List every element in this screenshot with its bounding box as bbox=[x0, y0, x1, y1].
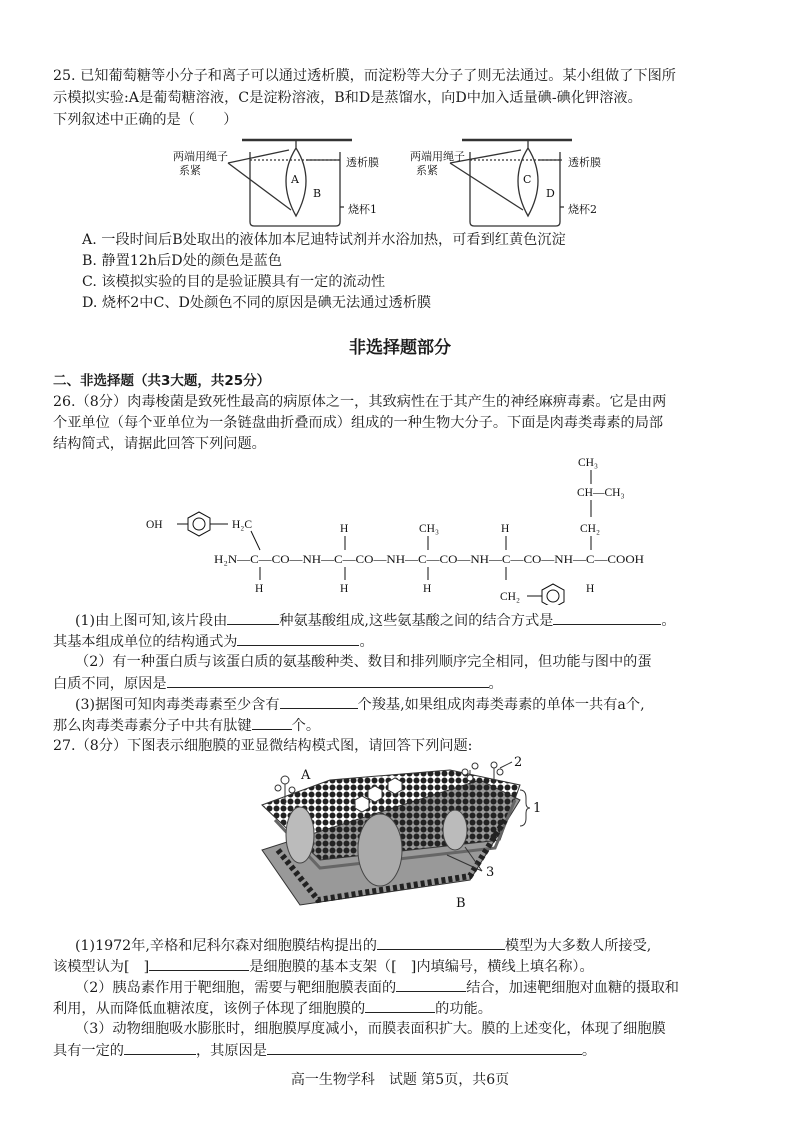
svg-text:CH₂: CH₂ bbox=[580, 523, 600, 535]
q27-part1-line1: (1)1972年,辛格和尼科尔森对细胞膜结构提出的 模型为大多数人所接受, bbox=[75, 935, 651, 956]
answer-blank[interactable] bbox=[396, 977, 466, 992]
q27-part3-line2: 具有一定的 ，其原因是 。 bbox=[53, 1040, 596, 1061]
svg-text:H₂C: H₂C bbox=[232, 519, 252, 531]
svg-text:透析膜: 透析膜 bbox=[568, 156, 601, 169]
svg-text:A: A bbox=[301, 768, 311, 783]
svg-text:H: H bbox=[340, 523, 349, 535]
q26-stem-line2: 个亚单位（每个亚单位为一条链盘曲折叠而成）组成的一种生物大分子。下面是肉毒类毒素的局部 bbox=[53, 415, 664, 431]
q27-part3-line1: （3）动物细胞吸水膨胀时，细胞膜厚度减小，而膜表面积扩大。膜的上述变化，体现了细胞膜 bbox=[75, 1021, 666, 1037]
q26-part3-line1: (3)据图可知肉毒类毒素至少含有 个羧基,如果组成肉毒类毒素的单体一共有a个, bbox=[75, 694, 645, 715]
q26-stem-line1: 26.（8分）肉毒梭菌是致死性最高的病原体之一，其致病性在于其产生的神经麻痹毒素。它是由两 bbox=[53, 394, 667, 410]
svg-text:CH₂: CH₂ bbox=[500, 591, 520, 603]
q26-part3-line2: 那么肉毒类毒素分子中共有肽键 个。 bbox=[53, 715, 320, 736]
q26-part2-line1: （2）有一种蛋白质与该蛋白质的氨基酸种类、数目和排列顺序完全相同，但功能与图中的蛋 bbox=[75, 654, 652, 670]
answer-blank[interactable] bbox=[280, 694, 358, 709]
q25-option-c: C. 该模拟实验的目的是验证膜具有一定的流动性 bbox=[82, 274, 386, 290]
svg-text:CH₃: CH₃ bbox=[578, 457, 598, 469]
q27-stem: 27.（8分）下图表示细胞膜的亚显微结构模式图，请回答下列问题: bbox=[53, 738, 473, 754]
answer-blank[interactable] bbox=[252, 715, 292, 730]
svg-text:3: 3 bbox=[486, 865, 495, 880]
answer-blank[interactable] bbox=[237, 631, 359, 646]
answer-blank[interactable] bbox=[149, 956, 249, 971]
svg-text:H: H bbox=[340, 583, 349, 595]
q27-part2-line1: （2）胰岛素作用于靶细胞，需要与靶细胞膜表面的 结合，加速靶细胞对血糖的摄取和 bbox=[75, 977, 679, 998]
svg-text:两端用绳子: 两端用绳子 bbox=[410, 150, 465, 163]
cell-membrane-figure bbox=[0, 755, 800, 915]
answer-blank[interactable] bbox=[124, 1040, 196, 1055]
svg-text:H: H bbox=[501, 523, 510, 535]
peptide-structural-formula bbox=[0, 450, 800, 605]
svg-text:H: H bbox=[423, 583, 432, 595]
svg-text:透析膜: 透析膜 bbox=[346, 156, 379, 169]
svg-text:OH: OH bbox=[146, 519, 163, 531]
q25-stem-line1: 25. 已知葡萄糖等小分子和离子可以通过透析膜，而淀粉等大分子了则无法通过。某小组做了下图所 bbox=[53, 68, 676, 84]
section-title: 非选择题部分 bbox=[349, 338, 451, 358]
page-footer: 高一生物学科 试题 第5页，共6页 bbox=[290, 1072, 510, 1088]
svg-text:H: H bbox=[586, 583, 595, 595]
q26-part2-line2: 白质不同，原因是 。 bbox=[53, 673, 503, 694]
q25-option-b: B. 静置12h后D处的颜色是蓝色 bbox=[82, 253, 282, 269]
answer-blank[interactable] bbox=[365, 998, 435, 1013]
svg-text:烧杯2: 烧杯2 bbox=[568, 203, 597, 216]
svg-text:D: D bbox=[546, 187, 555, 200]
q25-option-d: D. 烧杯2中C、D处颜色不同的原因是碘无法通过透析膜 bbox=[82, 295, 432, 311]
svg-text:B: B bbox=[456, 896, 466, 911]
answer-blank[interactable] bbox=[227, 610, 279, 625]
svg-text:2: 2 bbox=[514, 755, 523, 770]
svg-text:B: B bbox=[313, 187, 322, 200]
svg-text:CH₃: CH₃ bbox=[419, 523, 439, 535]
svg-text:烧杯1: 烧杯1 bbox=[348, 203, 377, 216]
q25-stem-line3: 下列叙述中正确的是（ ） bbox=[53, 112, 238, 128]
svg-text:CH—CH₃: CH—CH₃ bbox=[577, 487, 625, 499]
svg-text:两端用绳子: 两端用绳子 bbox=[173, 150, 228, 163]
svg-text:C: C bbox=[523, 173, 532, 186]
svg-text:1: 1 bbox=[533, 801, 542, 816]
svg-text:系紧: 系紧 bbox=[179, 164, 201, 177]
svg-text:H: H bbox=[255, 583, 264, 595]
q27-part1-line2: 该模型认为[ ] 是细胞膜的基本支架（[ ]内填编号，横线上填名称）。 bbox=[53, 956, 594, 977]
q26-part1-line2: 其基本组成单位的结构通式为 。 bbox=[53, 631, 374, 652]
answer-blank[interactable] bbox=[167, 673, 489, 688]
q27-part2-line2: 利用，从而降低血糖浓度，该例子体现了细胞膜的 的功能。 bbox=[53, 998, 492, 1019]
svg-text:A: A bbox=[291, 173, 299, 186]
answer-blank[interactable] bbox=[553, 610, 661, 625]
q26-stem-line3: 结构简式，请据此回答下列问题。 bbox=[53, 436, 266, 452]
q25-beaker-figure bbox=[0, 130, 800, 230]
answer-blank[interactable] bbox=[377, 935, 505, 950]
svg-text:系紧: 系紧 bbox=[416, 164, 438, 177]
section-heading: 二、非选择题（共3大题，共25分） bbox=[53, 373, 271, 389]
answer-blank[interactable] bbox=[267, 1040, 582, 1055]
svg-text:H₂N—C—CO—NH—C—CO—NH—C—CO—NH—C—: H₂N—C—CO—NH—C—CO—NH—C—CO—NH—C—CO—NH—C—COOH bbox=[214, 554, 644, 566]
q25-stem-line2: 示模拟实验:A是葡萄糖溶液，C是淀粉溶液，B和D是蒸馏水，向D中加入适量碘-碘化钾溶液。 bbox=[53, 90, 642, 106]
q26-part1-line1: (1)由上图可知,该片段由 种氨基酸组成,这些氨基酸之间的结合方式是 。 bbox=[75, 610, 676, 631]
q25-option-a: A. 一段时间后B处取出的液体加本尼迪特试剂并水浴加热，可看到红黄色沉淀 bbox=[82, 232, 566, 248]
